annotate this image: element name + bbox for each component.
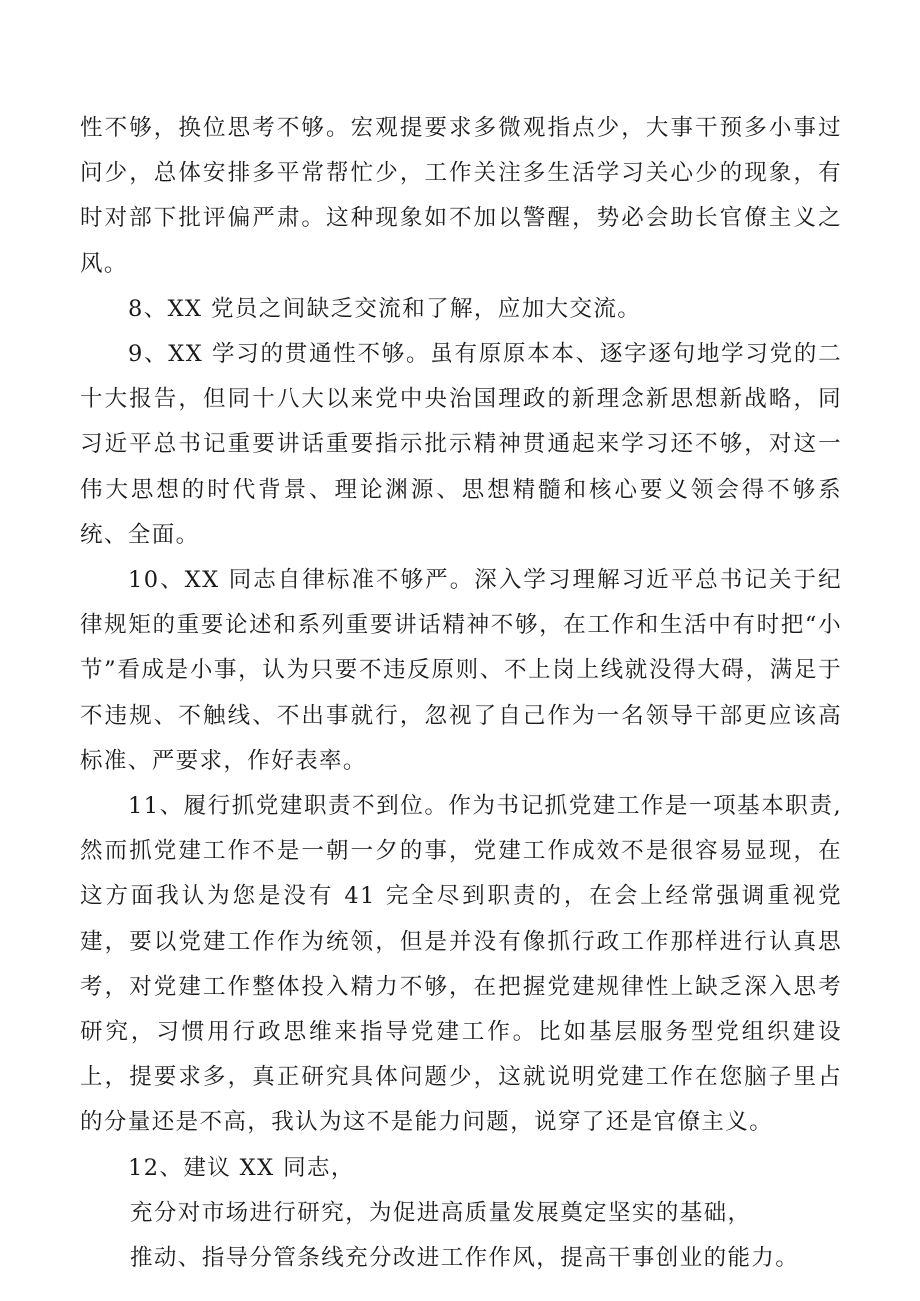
paragraph-item-11: 11、履行抓党建职责不到位。作为书记抓党建工作是一项基本职责,然而抓党建工作不是一朝一夕的事，党建工作成效不是很容易显现，在这方面我认为您是没有 41 完全尽到职责的，在会上经常强调重视党建，要以党建工作作为统领，但是并没有像抓行政工作那样进行认真思考，对党建工作整体投入精力不够，在把握党建规律性上缺乏深入思考研究，习惯用行政思维来指导党建工作。比如基层服务型党组织建设上，提要求多，真正研究具体问题少，这就说明党建工作在您脑子里占的分量还是不高，我认为这不是能力问题，说穿了还是官僚主义。 <box>80 793 842 1136</box>
document-body <box>80 106 842 1281</box>
paragraph-item-9: 9、XX 学习的贯通性不够。虽有原原本本、逐字逐句地学习党的二十大报告，但同十八大以来党中央治国理政的新理念新思想新战略，同习近平总书记重要讲话重要指示批示精神贯通起来学习还不够，对这一伟大思想的时代背景、理论渊源、思想精髓和核心要义领会得不够系统、全面。 <box>80 341 842 548</box>
paragraph-item-8: 8、XX 党员之间缺乏交流和了解，应加大交流。 <box>128 295 642 322</box>
suggestion-line-1: 充分对市场进行研究，为促进高质量发展奠定坚实的基础， <box>130 1199 752 1226</box>
paragraph-item-10: 10、XX 同志自律标准不够严。深入学习理解习近平总书记关于纪律规矩的重要论述和系列重要讲话精神不够，在工作和生活中有时把“小节”看成是小事，认为只要不违反原则、不上岗上线就没得大碍，满足于不违规、不触线、不出事就行，忽视了自己作为一名领导干部更应该高标准、严要求，作好表率。 <box>80 567 842 774</box>
paragraph-continued: 性不够，换位思考不够。宏观提要求多微观指点少，大事干预多小事过问少，总体安排多平常帮忙少，工作关注多生活学习关心少的现象，有时对部下批评偏严肃。这种现象如不加以警醒，势必会助长官僚主义之风。 <box>80 115 842 277</box>
suggestion-line-2: 推动、指导分管条线充分改进工作作风，提高干事创业的能力。 <box>130 1245 800 1272</box>
paragraph-item-12: 12、建议 XX 同志， <box>128 1154 355 1181</box>
